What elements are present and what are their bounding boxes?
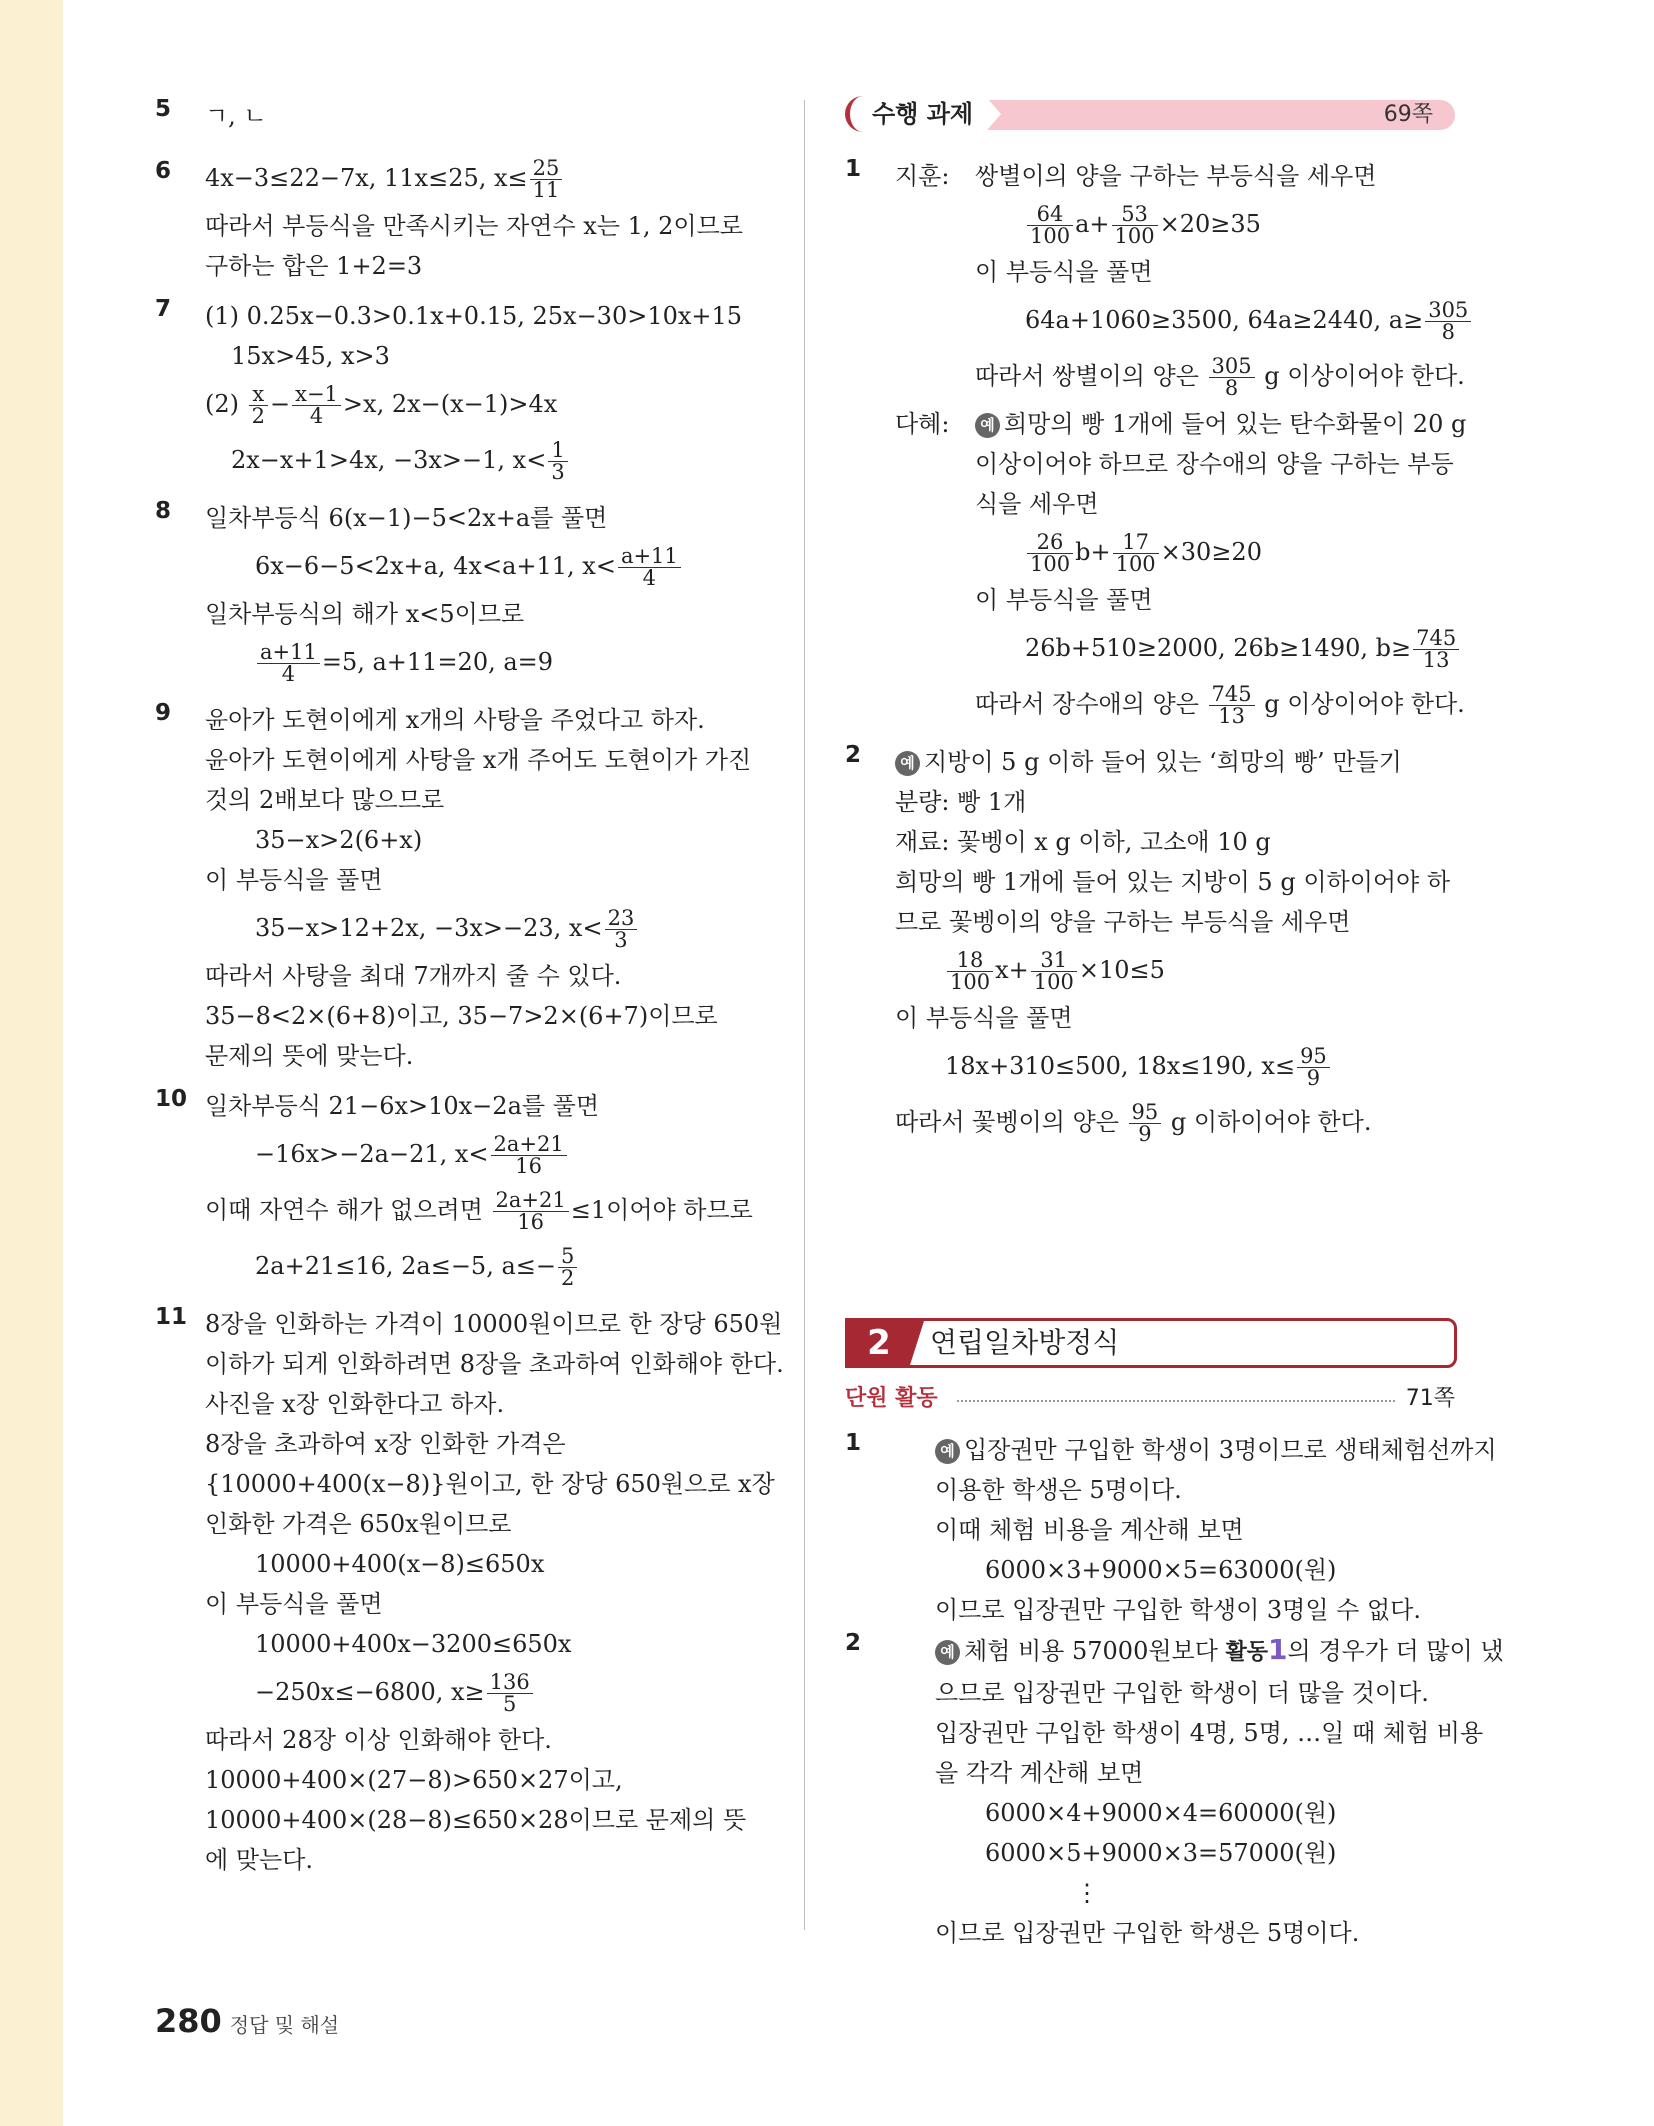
fraction: $\frac{18}{100}$ <box>947 950 993 993</box>
text-line: 이상이어야 하므로 장수애의 양을 구하는 부등 <box>975 450 1454 478</box>
equation-line: $\frac{18}{100}$ x+ $\frac{31}{100}$ ×10≤5 <box>895 942 1455 998</box>
fraction: $\frac{2a+21}{16}$ <box>491 1134 567 1177</box>
text-line: 이 부등식을 풀면 <box>975 258 1153 286</box>
page-reference: 71쪽 <box>1405 1386 1455 1411</box>
text-line: 이므로 입장권만 구입한 학생은 5명이다. <box>935 1919 1360 1947</box>
problem-6 <box>155 150 765 286</box>
problem-number: 2 <box>845 1630 862 1656</box>
equation-line: 6000×3+9000×5=63000(원) <box>985 1556 1337 1584</box>
problem-number: 9 <box>155 700 172 726</box>
dotted-leader <box>957 1400 1395 1402</box>
text-line: 예 희망의 빵 1개에 들어 있는 탄수화물이 20 g <box>975 404 1455 444</box>
problem-8 <box>155 498 765 690</box>
fraction: $\frac{64}{100}$ <box>1027 204 1073 247</box>
text-line: 이 부등식을 풀면 <box>205 1590 383 1618</box>
vertical-ellipsis: ⋮ <box>1075 1879 1099 1907</box>
text-line: 일차부등식의 해가 x<5이므로 <box>205 600 525 628</box>
problem-number: 11 <box>155 1304 188 1330</box>
text-line: 이 부등식을 풀면 <box>975 586 1153 614</box>
text-line: 10000+400×(27−8)>650×27이고, <box>205 1766 623 1794</box>
problem-number: 6 <box>155 158 172 184</box>
problem-number: 5 <box>155 96 172 122</box>
unit-activity-header <box>845 1382 1455 1416</box>
chapter-number: 2 <box>848 1321 910 1365</box>
fraction: $\frac{305}{8}$ <box>1209 356 1255 399</box>
student-jihun <box>895 156 1469 404</box>
chapter-title: 연립일차방정식 <box>930 1326 1120 1359</box>
text-line: 을 각각 계산해 보면 <box>935 1759 1144 1787</box>
equation-line: 35−x>12+2x, −3x>−23, x< $\frac{23}{3}$ <box>205 900 765 956</box>
fraction: $\frac{95}{9}$ <box>1297 1046 1330 1089</box>
text-line: 예 지방이 5 g 이하 들어 있는 ‘희망의 빵’ 만들기 <box>895 742 1455 782</box>
equation-line: −16x>−2a−21, x< $\frac{2a+21}{16}$ <box>205 1126 765 1182</box>
text-line: 으므로 입장권만 구입한 학생이 더 많을 것이다. <box>935 1679 1429 1707</box>
equation-line: 6x−6−5<2x+a, 4x<a+11, x< $\frac{a+11}{4}$ <box>205 538 765 594</box>
fraction: $\frac{a+11}{4}$ <box>257 642 320 685</box>
page-number: 280 <box>155 2002 222 2040</box>
column-divider <box>804 100 805 1930</box>
chapter-header <box>845 1318 1457 1368</box>
example-badge-icon: 예 <box>895 751 920 776</box>
problem-5 <box>155 96 765 136</box>
equation-line: 따라서 꽃벵이의 양은 $\frac{95}{9}$ g 이하이어야 한다. <box>895 1100 1372 1146</box>
student-label: 다혜: <box>895 410 950 438</box>
text-line: 것의 2배보다 많으므로 <box>205 786 445 814</box>
text-line: 구하는 합은 1+2=3 <box>205 252 423 280</box>
problem-number: 2 <box>845 742 862 768</box>
text-line: 윤아가 도현이에게 x개의 사탕을 주었다고 하자. <box>205 706 705 734</box>
equation-line: 6000×5+9000×3=57000(원) <box>985 1839 1337 1867</box>
text-line: 예 입장권만 구입한 학생이 3명이므로 생태체험선까지 <box>895 1430 1455 1470</box>
text-line: 식을 세우면 <box>975 490 1099 518</box>
text-line: 따라서 28장 이상 인화해야 한다. <box>205 1726 552 1754</box>
text-line: 이용한 학생은 5명이다. <box>935 1476 1182 1504</box>
fraction: $\frac{136}{5}$ <box>487 1672 533 1715</box>
text-line: 이 부등식을 풀면 <box>895 1004 1073 1032</box>
equation-line: 26b+510≥2000, 26b≥1490, b≥ $\frac{745}{13}$ <box>975 620 1455 676</box>
left-column <box>155 96 784 1890</box>
fraction: $\frac{17}{100}$ <box>1113 532 1159 575</box>
task-2 <box>845 742 1455 1150</box>
problem-11 <box>155 1304 784 1880</box>
task-1 <box>845 156 1469 732</box>
text-line: 10000+400×(28−8)≤650×28이므로 문제의 뜻 <box>205 1806 747 1834</box>
equation-line: 4x−3≤22−7x, 11x≤25, x≤ $\frac{25}{11}$ <box>205 150 765 206</box>
text-line: 사진을 x장 인화한다고 하자. <box>205 1390 505 1418</box>
fraction: $\frac{305}{8}$ <box>1425 300 1471 343</box>
example-badge-icon: 예 <box>935 1439 960 1464</box>
performance-task-title: 수행 과제 <box>845 96 987 132</box>
text-line: 윤아가 도현이에게 사탕을 x개 주어도 도현이가 가진 <box>205 746 752 774</box>
text-line: 쌍별이의 양을 구하는 부등식을 세우면 <box>975 162 1377 190</box>
text-line: 일차부등식 6(x−1)−5<2x+a를 풀면 <box>205 504 608 532</box>
equation-line: 18x+310≤500, 18x≤190, x≤ $\frac{95}{9}$ <box>895 1038 1455 1094</box>
text-line: 따라서 부등식을 만족시키는 자연수 x는 1, 2이므로 <box>205 212 743 240</box>
equation-line: 35−x>2(6+x) <box>255 826 423 854</box>
activity-section <box>845 1430 1504 1963</box>
equation-line: 따라서 쌍별이의 양은 $\frac{305}{8}$ g 이상이어야 한다. <box>975 354 1465 400</box>
equation-line: 따라서 장수애의 양은 $\frac{745}{13}$ g 이상이어야 한다. <box>975 682 1465 728</box>
fraction: $\frac{745}{13}$ <box>1209 684 1255 727</box>
student-dahye <box>895 404 1467 732</box>
example-badge-icon: 예 <box>935 1640 960 1665</box>
fraction: $\frac{23}{3}$ <box>605 908 638 951</box>
fraction: $\frac{26}{100}$ <box>1027 532 1073 575</box>
footer-label: 정답 및 해설 <box>229 2013 340 2037</box>
text-line: 35−8<2×(6+8)이고, 35−7>2×(6+7)이므로 <box>205 1002 718 1030</box>
text-line: 일차부등식 21−6x>10x−2a를 풀면 <box>205 1092 600 1120</box>
text-line: 이하가 되게 인화하려면 8장을 초과하여 인화해야 한다. <box>205 1350 784 1378</box>
text-line: 8장을 인화하는 가격이 10000원이므로 한 장당 650원 <box>205 1310 783 1338</box>
text-line: 8장을 초과하여 x장 인화한 가격은 <box>205 1430 566 1458</box>
student-label: 지훈: <box>895 162 950 190</box>
example-badge-icon: 예 <box>975 413 1000 438</box>
equation-line: 6000×4+9000×4=60000(원) <box>985 1799 1337 1827</box>
problem-7 <box>155 296 765 488</box>
fraction: $\frac{25}{11}$ <box>530 158 563 201</box>
fraction: $\frac{x-1}{4}$ <box>292 384 341 427</box>
equation-line: 64a+1060≥3500, 64a≥2440, a≥ $\frac{305}{8}$ <box>975 292 1455 348</box>
equation-line: 2a+21≤16, 2a≤−5, a≤− $\frac{5}{2}$ <box>205 1238 765 1294</box>
text-line: 이 부등식을 풀면 <box>205 866 383 894</box>
page-margin-strip <box>0 0 63 2126</box>
equation-line: (1) 0.25x−0.3>0.1x+0.15, 25x−30>10x+15 <box>205 302 743 330</box>
activity-number-badge: 1 <box>1268 1633 1288 1666</box>
fraction: $\frac{2a+21}{16}$ <box>493 1190 569 1233</box>
text-line: 따라서 사탕을 최대 7개까지 줄 수 있다. <box>205 962 622 990</box>
page-reference: 69쪽 <box>1383 102 1433 127</box>
equation-line: 15x>45, x>3 <box>231 342 390 370</box>
activity-1 <box>845 1430 1497 1630</box>
answer-line: ㄱ, ㄴ <box>205 102 267 130</box>
text-line: 희망의 빵 1개에 들어 있는 지방이 5 g 이하이어야 하 <box>895 868 1451 896</box>
problem-number: 8 <box>155 498 172 524</box>
equation-line: 2x−x+1>4x, −3x>−1, x< $\frac{1}{3}$ <box>205 432 765 488</box>
text-line: 이므로 입장권만 구입한 학생이 3명일 수 없다. <box>935 1596 1421 1624</box>
text-line: {10000+400(x−8)}원이고, 한 장당 650원으로 x장 <box>205 1470 775 1498</box>
equation-line: −250x≤−6800, x≥ $\frac{136}{5}$ <box>205 1664 765 1720</box>
equation-line: $\frac{26}{100}$ b+ $\frac{17}{100}$ ×30≥20 <box>975 524 1455 580</box>
equation-line: (2) $\frac{x}{2}$ − $\frac{x-1}{4}$ >x, 2x−(x−1)>4x <box>205 382 558 428</box>
equation-line: $\frac{a+11}{4}$ =5, a+11=20, a=9 <box>205 634 765 690</box>
text-line: 입장권만 구입한 학생이 4명, 5명, …일 때 체험 비용 <box>935 1719 1484 1747</box>
problem-10 <box>155 1086 765 1294</box>
page-footer <box>155 2002 339 2040</box>
fraction: $\frac{745}{13}$ <box>1413 628 1459 671</box>
text-line: 문제의 뜻에 맞는다. <box>205 1042 414 1070</box>
problem-9 <box>155 700 765 1076</box>
text-line: 이때 체험 비용을 계산해 보면 <box>935 1516 1244 1544</box>
equation-line: 10000+400(x−8)≤650x <box>255 1550 545 1578</box>
problem-number: 1 <box>845 1430 862 1456</box>
fraction: $\frac{31}{100}$ <box>1031 950 1077 993</box>
performance-task-header <box>845 96 1455 134</box>
fraction: $\frac{5}{2}$ <box>558 1246 577 1289</box>
equation-line: $\frac{64}{100}$ a+ $\frac{53}{100}$ ×20≥35 <box>975 196 1455 252</box>
unit-activity-label: 단원 활동 <box>845 1386 938 1411</box>
fraction: $\frac{a+11}{4}$ <box>618 546 681 589</box>
problem-number: 1 <box>845 156 862 182</box>
activity-reference: 활동 <box>1225 1640 1269 1665</box>
text-line: 재료: 꽃벵이 x g 이하, 고소애 10 g <box>895 828 1271 856</box>
fraction: $\frac{1}{3}$ <box>548 440 567 483</box>
fraction: $\frac{x}{2}$ <box>249 384 268 427</box>
fraction: $\frac{53}{100}$ <box>1112 204 1158 247</box>
text-line: 에 맞는다. <box>205 1846 313 1874</box>
equation-line: 10000+400x−3200≤650x <box>255 1630 572 1658</box>
text-line: 인화한 가격은 650x원이므로 <box>205 1510 512 1538</box>
problem-number: 10 <box>155 1086 188 1112</box>
right-column <box>845 96 1469 1160</box>
problem-number: 7 <box>155 296 172 322</box>
text-line: 므로 꽃벵이의 양을 구하는 부등식을 세우면 <box>895 908 1351 936</box>
equation-line: 이때 자연수 해가 없으려면 $\frac{2a+21}{16}$ ≤1이어야 하므로 <box>205 1188 753 1234</box>
fraction: $\frac{95}{9}$ <box>1129 1102 1162 1145</box>
activity-2 <box>845 1630 1504 1953</box>
text-line: 예 체험 비용 57000원보다 활동1의 경우가 더 많이 냈 <box>895 1630 1455 1673</box>
text-line: 분량: 빵 1개 <box>895 788 1027 816</box>
